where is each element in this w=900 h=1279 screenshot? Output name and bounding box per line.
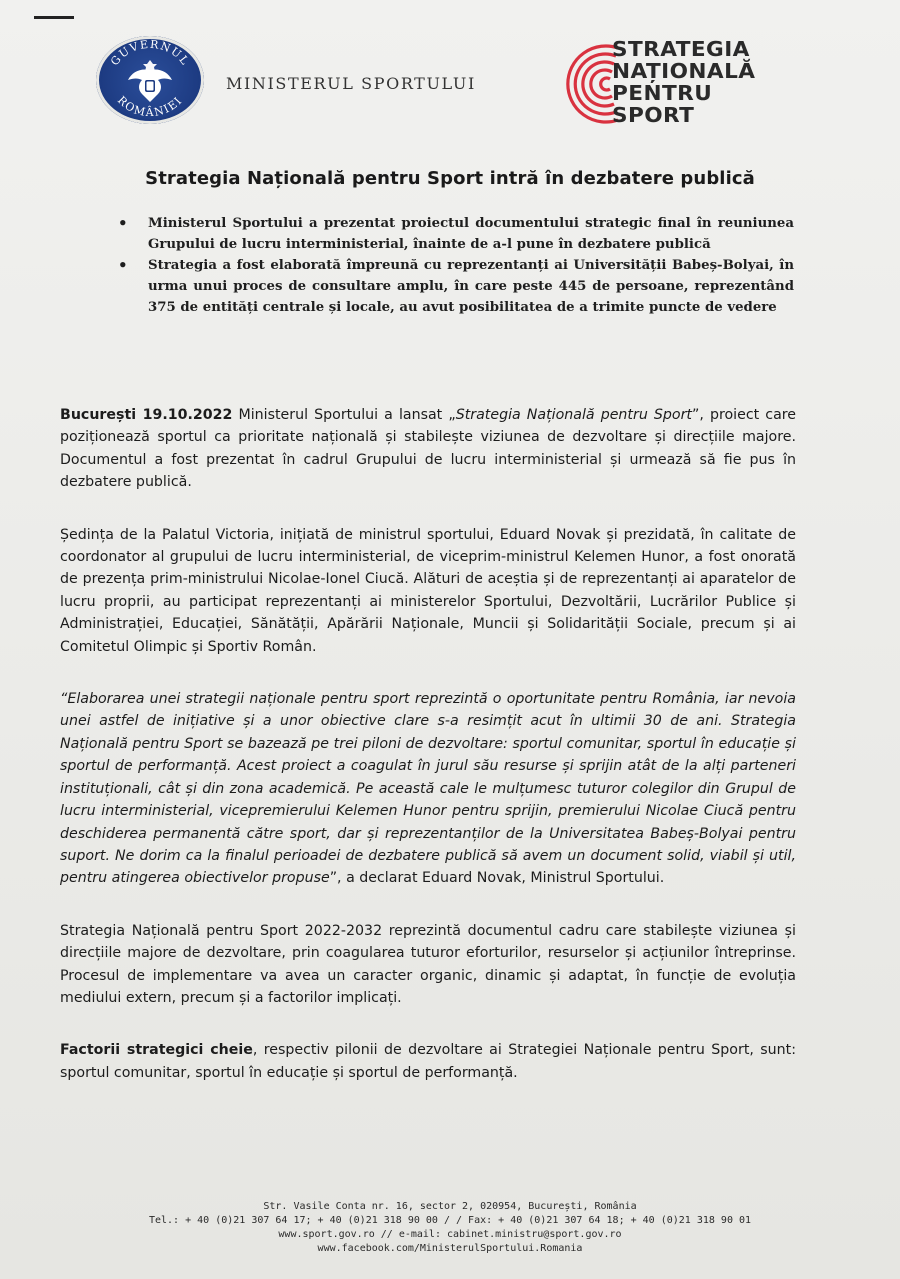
summary-bullets xyxy=(118,213,794,318)
bullet-item: • Strategia a fost elaborată împreună cu reprezentanți ai Universității Babeș-Bolyai, în urma unui proces de consultare amplu, în care peste 445 de persoane, reprezentând 375 de entități centrale și locale, au avut posibilitatea de a trimite puncte de vedere xyxy=(118,255,794,318)
seal-top-text: GUVERNUL xyxy=(108,37,193,69)
factors-rest: , respectiv pilonii de dezvoltare ai Strategiei Naționale pentru Sport, sunt: sportul comunitar, sportul în educație și sportul de performanță. xyxy=(60,1042,796,1081)
press-release-title: Strategia Națională pentru Sport intră în dezbatere publică xyxy=(145,168,755,189)
logo-wordmark xyxy=(612,38,755,126)
footer-phones: Tel.: + 40 (0)21 307 64 17; + 40 (0)21 318 90 00 / / Fax: + 40 (0)21 307 64 18; + 40 (0)21 318 90 01 xyxy=(148,1215,752,1226)
eagle-icon xyxy=(128,60,172,102)
logo-line-2: NAȚIONALĂ xyxy=(612,59,756,83)
logo-line-3: PENTRU xyxy=(612,81,713,105)
paragraph-intro xyxy=(60,404,796,494)
bullet-item: • Ministerul Sportului a prezentat proiectul documentului strategic final în reuniunea Grupului de lucru interministerial, înainte de a-l pune în dezbatere publică xyxy=(118,213,794,255)
strategy-name: Strategia Națională pentru Sport xyxy=(455,407,692,423)
strategy-logo xyxy=(556,36,786,132)
paragraph-factors xyxy=(60,1039,796,1084)
ministry-name: MINISTERUL SPORTULUI xyxy=(226,73,476,93)
contact-footer xyxy=(0,1200,900,1256)
ministry-header xyxy=(96,36,476,124)
press-release-body xyxy=(60,404,796,1105)
seal-bottom-text: ROMÂNIEI xyxy=(114,93,186,120)
quote-attribution: ”, a declarat Eduard Novak, Ministrul Sportului. xyxy=(329,870,665,887)
corner-mark xyxy=(34,16,74,19)
paragraph-meeting: Ședința de la Palatul Victoria, inițiată de ministrul sportului, Eduard Novak și prezidată, în calitate de coordonator al grupului de lucru interministerial, de viceprim-ministrul Kelemen Hunor, a fost onorată de prezența prim-ministrului Nicolae-Ionel Ciucă. Alături de aceștia și de reprezentanți ai aparatelor de lucru proprii, au participat reprezentanți ai ministerelor Sportului, Dezvoltării, Lucrărilor Publice și Administrației, Educației, Sănătății, Apărării Naționale, Muncii și Solidarității Sociale, precum și ai Comitetul Olimpic și Sportiv Român. xyxy=(60,526,796,655)
factors-lead: Factorii strategici cheie xyxy=(60,1042,253,1059)
government-seal-logo xyxy=(96,36,204,124)
footer-facebook: www.facebook.com/MinisterulSportului.Romania xyxy=(317,1243,583,1254)
logo-line-1: STRATEGIA xyxy=(612,37,750,61)
minister-quote: “Elaborarea unei strategii naționale pentru sport reprezintă o oportunitate pentru România, iar nevoia unei astfel de inițiative și a unor obiective clare s-a resimțit acut în ultimii 30 de ani. Strategia Națională pentru Sport se bazează pe trei piloni de dezvoltare: sportul comunitar, sportul în educație și sportul de performanță. Acest proiect a coagulat în jurul său resurse și sprijin atât de la alți parteneri instituționali, cât și din zona academică. Pe această cale le mulțumesc tuturor colegilor din Grupul de lucru interministerial, vicepremierului Kelemen Hunor pentru sprijin, premierului Nicolae Ciucă pentru deschiderea permanentă către sport, dar și reprezentanților de la Universitatea Babeș-Bolyai pentru suport. Ne dorim ca la finalul perioadei de dezbatere publică să avem un document solid, viabil și util, pentru atingerea obiectivelor propuse xyxy=(60,691,796,887)
footer-address: Str. Vasile Conta nr. 16, sector 2, 020954, București, România xyxy=(263,1201,637,1212)
intro-rest: ”, proiect care poziționează sportul ca prioritate națională și stabilește viziunea de dezvoltare și direcțiile majore. Documentul a fost prezentat în cadrul Grupului de lucru interministerial și urmează să fie pus în dezbatere publică. xyxy=(60,407,797,491)
footer-web-email: www.sport.gov.ro // e-mail: cabinet.ministru@sport.gov.ro xyxy=(278,1229,622,1240)
logo-line-4: SPORT xyxy=(612,103,695,127)
intro-text: Ministerul Sportului a lansat „ xyxy=(232,407,456,423)
paragraph-strategy: Strategia Națională pentru Sport 2022-2032 reprezintă documentul cadru care stabilește viziunea și direcțiile majore de dezvoltare, prin coagularea tuturor eforturilor, resurselor și acțiunilor întreprinse. Procesul de implementare va avea un caracter organic, dinamic și adaptat, în funcție de evoluția mediului extern, precum și a factorilor implicați. xyxy=(60,922,796,1006)
dateline: București 19.10.2022 xyxy=(60,407,233,423)
paragraph-quote xyxy=(60,688,796,890)
